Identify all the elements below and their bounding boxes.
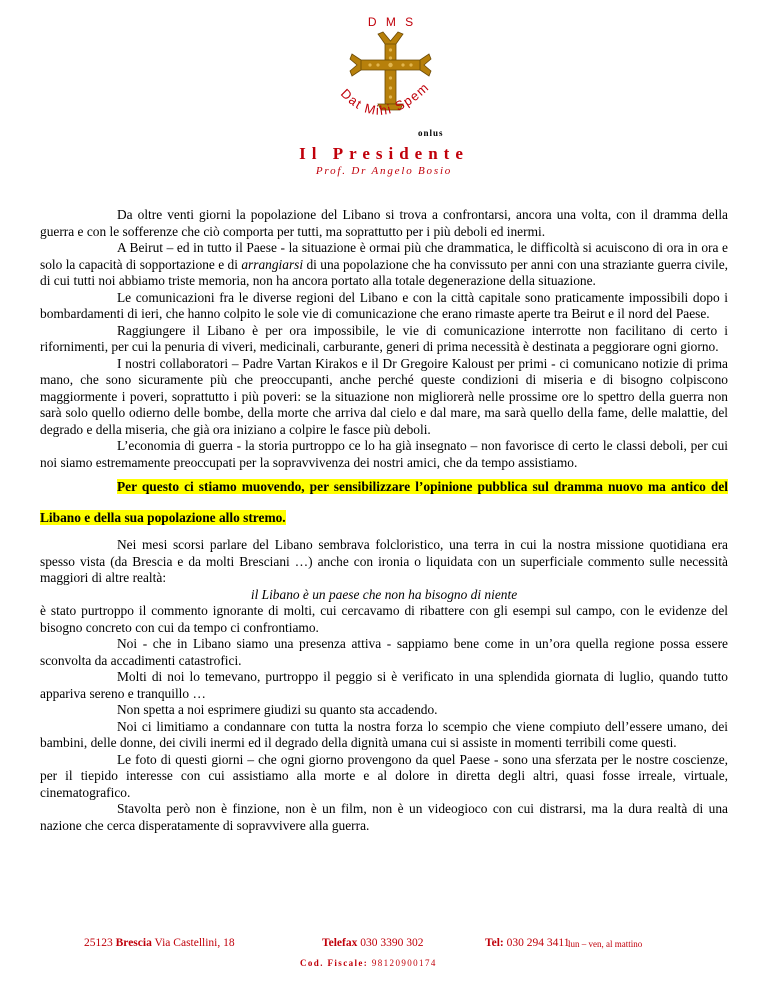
- footer-address: 25123 Brescia Via Castellini, 18: [84, 937, 235, 949]
- dms-logo: [326, 10, 456, 138]
- svg-text:D M S: D M S: [367, 15, 417, 29]
- president-title: Il Presidente: [299, 144, 469, 163]
- paragraph: è stato purtroppo il commento ignorante di molti, cui cercavamo di ribattere con gli esempi sul campo, con le evidenze del bisogno concreto con cui da tempo ci confrontiamo.: [40, 603, 728, 635]
- paragraph: Le foto di questi giorni – che ogni giorno provengono da quel Paese - sono una sferzata per le nostre coscienze, per il tiepido interesse con cui assistiamo alla morte e al dolore in diretta degli altri, quasi fosse irreale, virtuale, cinematografico.: [40, 751, 728, 800]
- paragraph: Raggiungere il Libano è per ora impossibile, le vie di comunicazione interrotte non facilitano di certo i rifornimenti, per cui la penuria di viveri, medicinali, carburante, generi di prima necessità è destinata a peggiorare ogni giorno.: [40, 322, 728, 354]
- logo-subtitle: onlus: [418, 128, 444, 138]
- president-name: Prof. Dr Angelo Bosio: [315, 165, 453, 177]
- paragraph: A Beirut – ed in tutto il Paese - la situazione è ormai più che drammatica, le difficoltà si acuiscono di ora in ora e solo la capacità di sopportazione e di arrangiarsi di una popolazione che ha convissuto per anni con una straziante guerra civile, di cui tutti noi abbiamo triste memoria, non ha ancora portato alla totale degenerazione della situazione.: [40, 240, 729, 288]
- letter-body: [40, 207, 728, 834]
- paragraph: Le comunicazioni fra le diverse regioni del Libano e con la città capitale sono praticamente impossibili dopo i bombardamenti di ieri, che hanno colpito le sole vie di comunicazione che erano rimaste aperte tra Beirut e il nord del Paese.: [40, 289, 728, 321]
- quote: il Libano è un paese che non ha bisogno di niente: [250, 586, 518, 602]
- paragraph: L’economia di guerra - la storia purtroppo ce lo ha già insegnato – non favorisce di certo le classi deboli, per cui noi siamo estremamente preoccupati per la sopravvivenza dei nostri amici, che da tempo assistiamo.: [40, 438, 728, 470]
- paragraph: Molti di noi lo temevano, purtroppo il peggio si è verificato in una splendida giornata di luglio, quando tutto appariva sereno e tranquillo …: [40, 669, 728, 701]
- paragraph: Da oltre venti giorni la popolazione del Libano si trova a confrontarsi, ancora una volta, con il dramma della guerra e con le sofferenze che ciò comporta per tutti, ma soprattutto per i più deboli ed inermi.: [40, 207, 728, 239]
- svg-text:Dat Mihi Spem: Dat Mihi Spem: [337, 79, 433, 118]
- paragraph: Stavolta però non è finzione, non è un film, non è un videogioco con cui distrarsi, ma la dura realtà di una nazione che cerca disperatamente di sopravvivere alla guerra.: [40, 801, 728, 833]
- paragraph: Non spetta a noi esprimere giudizi su quanto sta accadendo.: [117, 702, 438, 717]
- footer-tel: Tel: 030 294 3411: [485, 937, 570, 949]
- footer: [0, 937, 768, 977]
- paragraph: Noi - che in Libano siamo una presenza attiva - sappiamo bene come in un’ora quella regione possa essere sconvolta da accadimenti catastrofici.: [40, 636, 728, 668]
- footer-tax-code: Cod. Fiscale: 98120900174: [300, 958, 437, 968]
- highlighted-paragraph: Per questo ci stiamo muovendo, per sensibilizzare l’opinione pubblica sul dramma nuovo ma antico del Libano e della sua popolazione allo stremo.: [40, 479, 728, 525]
- paragraph: I nostri collaboratori – Padre Vartan Kirakos e il Dr Gregoire Kaloust per primi - ci comunicano notizie di prima mano, che sono sicuramente più che preoccupanti, anche perché queste condizioni di miseria e di bisogno colpiscono maggiormente i poveri, soprattutto i più poveri: se la situazione non migliorerà nelle prossime ore lo spettro della guerra non sarà solo quello odierno delle bombe, della morte che arriva dal cielo e dal mare, ma sarà quello della fame, delle malattie, del degrado e della miseria, che già ora iniziano a colpire le fasce più deboli.: [40, 355, 728, 437]
- footer-hours: lun – ven, al mattino: [568, 939, 643, 949]
- armenian-cross-icon: [326, 10, 456, 140]
- paragraph: Nei mesi scorsi parlare del Libano sembrava folcloristico, una terra in cui la nostra missione quotidiana era spesso vista (da Brescia e da molti Bresciani …) anche con ironia o liquidata con un superficiale commento sulle necessità maggiori di altre realtà:: [40, 537, 728, 585]
- footer-fax: Telefax 030 3390 302: [322, 937, 424, 949]
- paragraph: Noi ci limitiamo a condannare con tutta la nostra forza lo scempio che viene compiuto dell’essere umano, dei bambini, delle donne, dei civili inermi ed il degrado della dignità umana cui si assiste in momenti terribili come questi.: [40, 718, 728, 750]
